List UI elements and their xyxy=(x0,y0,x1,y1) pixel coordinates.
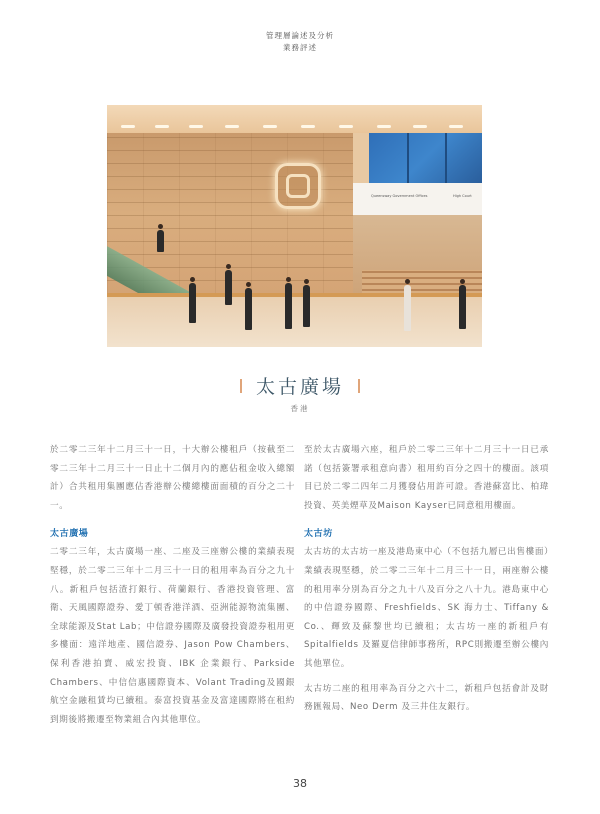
accent-bar-left xyxy=(240,379,242,393)
photo-ceiling xyxy=(107,105,482,133)
taikoo-place-paragraph-2: 太古坊二座的租用率為百分之六十二，新租戶包括會計及財務匯報局、Neo Derm 及三井住友銀行。 xyxy=(304,683,549,713)
pacific-place-paragraph: 二零二三年，太古廣場一座、二座及三座辦公樓的業績表現堅穩，於二零二三年十二月三十一日的租用率為百分之九十八。新租戶包括渣打銀行、荷蘭銀行、香港投資管理、富衛、天風國際證券、愛丁頓香港洋酒、亞洲能源物流集團、全球能源及Stat Lab；中信證券國際及廣發投資證券租用更多樓面：遠洋地產、國信證券、Jason Pow Chambers、保利香港拍賣、威宏投資、IBK 企業銀行、Parkside Chambers、中信信惠國際資本、Volant Trading及國銀航空金融租賃均已續租。泰富投資基金及富達國際將在租約到期後將搬遷至物業組合內其他單位。 xyxy=(50,547,295,725)
section-title-block xyxy=(0,372,600,414)
header-subsection-title: 業務評述 xyxy=(283,43,317,52)
taikoo-place-paragraph-1: 太古坊的太古坊一座及港島東中心（不包括九層已出售樓面）業績表現堅穩，於二零二三年十二月三十一日，兩座辦公樓的租用率分別為百分之九十八及百分之八十九。港島東中心的中信證券國際、Freshfields、SK 海力士、Tiffany & Co.、輝致及蘇黎世均已續租；太古坊一座的新租戶有Spitalfields 及羅夏信律師事務所，RPC則搬遷至辦公樓內其他單位。 xyxy=(304,547,549,669)
right-column xyxy=(304,441,549,723)
glass-windows xyxy=(369,133,482,183)
lobby-photo xyxy=(107,105,482,347)
left-column xyxy=(50,441,295,735)
floor xyxy=(107,297,482,347)
left-intro-paragraph: 於二零二三年十二月三十一日，十大辦公樓租戶（按截至二零二三年十二月三十一日止十二個月內的應佔租金收入總額計）合共租用集團應佔香港辦公樓總樓面面積的百分之二十一。 xyxy=(50,445,295,511)
accent-bar-right xyxy=(358,379,360,393)
section-location: 香港 xyxy=(290,404,310,413)
page-number: 38 xyxy=(293,777,307,790)
pacific-place-logo-icon xyxy=(275,163,321,209)
page-header xyxy=(0,30,600,54)
taikoo-place-heading: 太古坊 xyxy=(304,529,333,540)
pacific-place-heading: 太古廣場 xyxy=(50,529,89,540)
handrail xyxy=(107,293,482,297)
wayfinding-sign: Queensway Government Offices High Court xyxy=(353,183,482,215)
header-section-title: 管理層論述及分析 xyxy=(266,31,334,40)
right-intro-paragraph: 至於太古廣場六座，租戶於二零二三年十二月三十一日已承諾（包括簽署承租意向書）租用約百分之四十的樓面。該項目已於二零二四年二月獲發佔用許可證。香港蘇富比、柏瑋投資、英美煙草及Maison Kayser已同意租用樓面。 xyxy=(304,445,549,511)
section-title: 太古廣場 xyxy=(255,376,344,398)
